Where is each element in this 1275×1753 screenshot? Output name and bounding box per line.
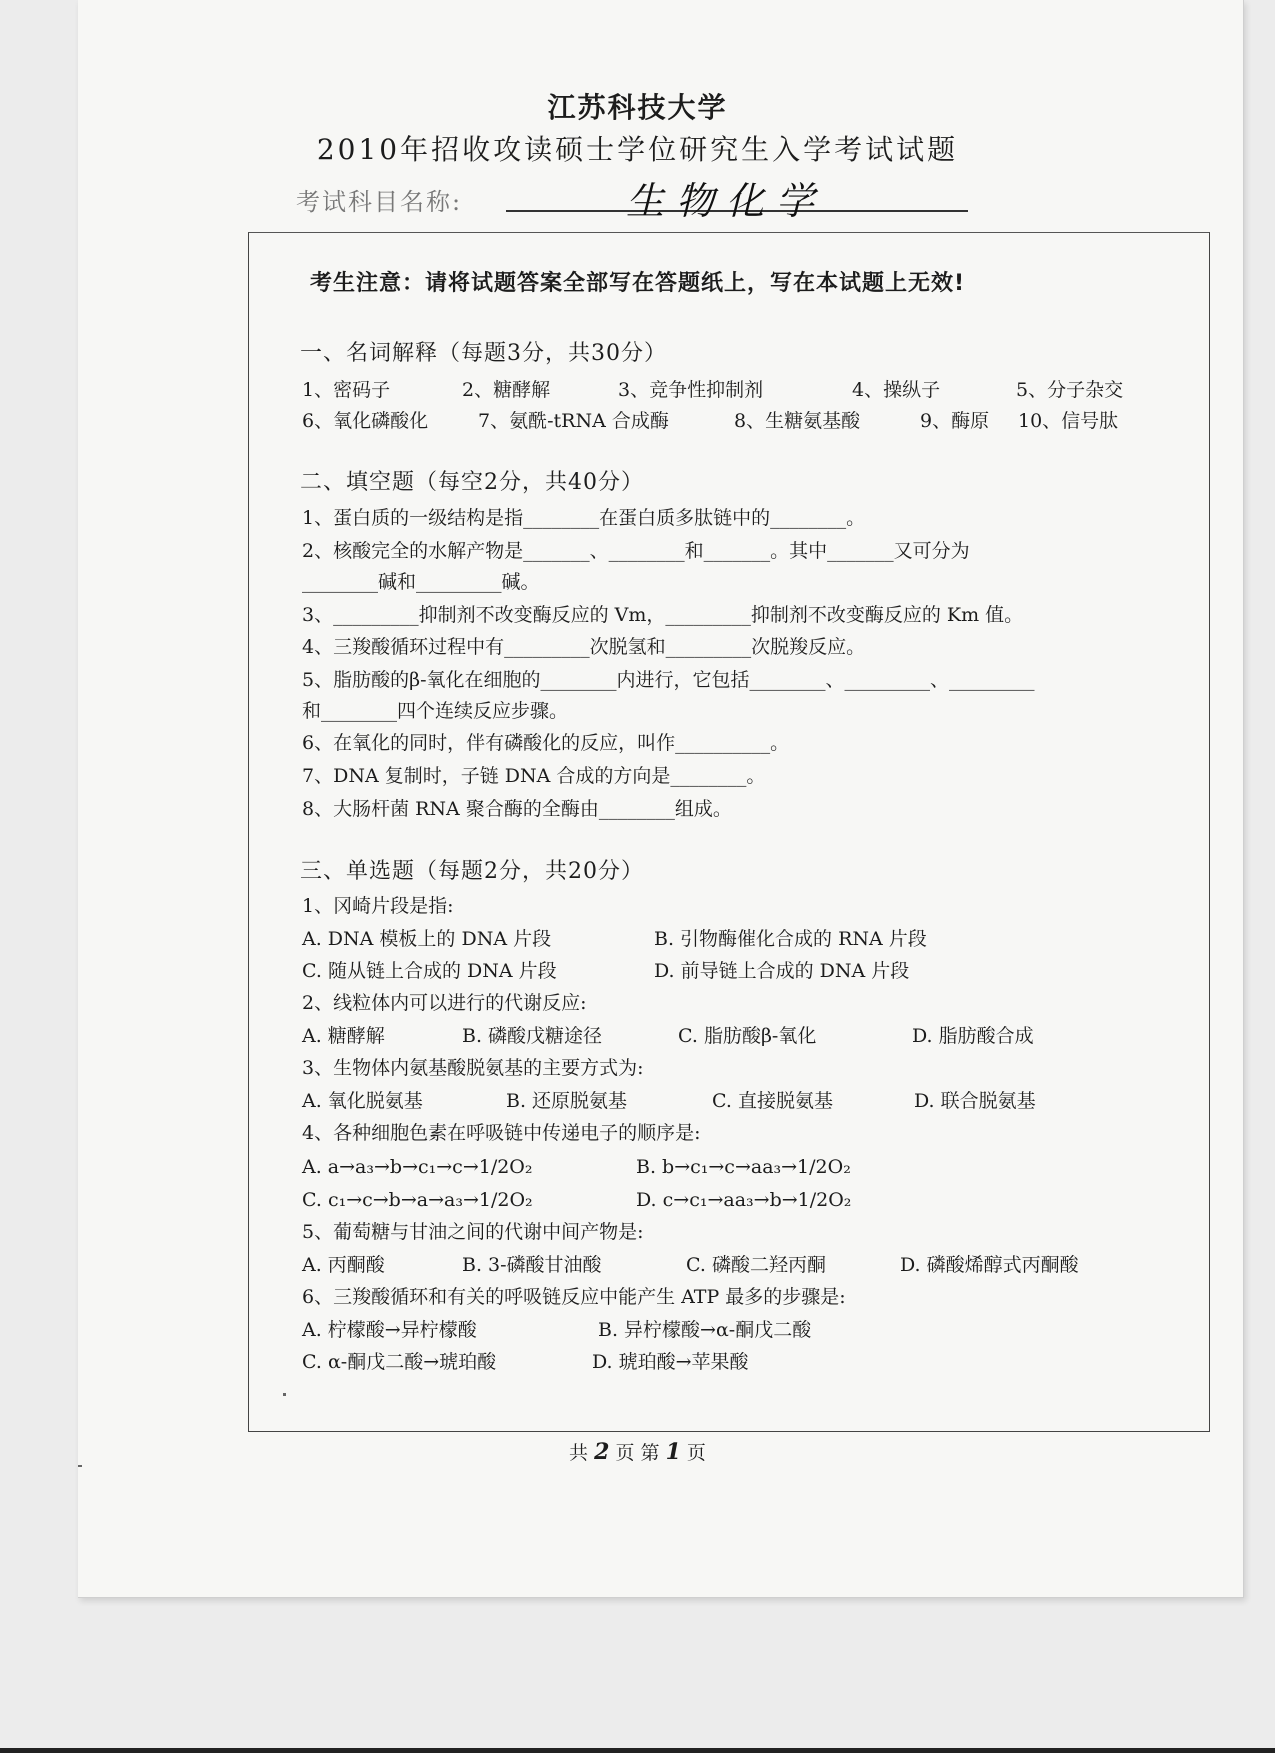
mcq-question: 1、冈崎片段是指:	[302, 895, 454, 917]
university-name: 江苏科技大学	[547, 91, 728, 124]
subject-value-handwritten: 生物化学	[626, 179, 827, 223]
footer-middle: 页 第	[615, 1442, 660, 1464]
mcq-option: B. 异柠檬酸→α-酮戊二酸	[598, 1319, 812, 1341]
candidate-notice: 考生注意：请将试题答案全部写在答题纸上，写在本试题上无效!	[309, 271, 966, 296]
fill-blank-line: 2、核酸完全的水解产物是_______、________和_______。其中_______又可分为	[302, 540, 970, 562]
scan-edge	[0, 1748, 1275, 1753]
mcq-question: 4、各种细胞色素在呼吸链中传递电子的顺序是:	[302, 1122, 701, 1144]
term-item: 2、糖酵解	[462, 379, 551, 401]
mcq-question: 5、葡萄糖与甘油之间的代谢中间产物是:	[302, 1221, 644, 1243]
fill-blank-line: 3、_________抑制剂不改变酶反应的 Vm，_________抑制剂不改变酶反应的 Km 值。	[302, 604, 1024, 626]
mcq-option: A. 糖酵解	[302, 1025, 385, 1047]
mcq-option: A. a→a₃→b→c₁→c→1/2O₂	[302, 1156, 533, 1178]
mcq-option: C. c₁→c→b→a→a₃→1/2O₂	[302, 1189, 533, 1211]
footer-total-prefix: 共	[569, 1442, 589, 1464]
page-footer	[0, 1438, 1275, 1465]
section3-heading: 三、单选题（每题2分，共20分）	[300, 859, 644, 884]
mcq-option: D. 琥珀酸→苹果酸	[592, 1351, 749, 1373]
mcq-option: C. 随从链上合成的 DNA 片段	[302, 960, 557, 982]
mcq-option: A. 氧化脱氨基	[302, 1090, 423, 1112]
section1-heading: 一、名词解释（每题3分，共30分）	[300, 341, 667, 366]
term-item: 6、氧化磷酸化	[302, 410, 429, 432]
fill-blank-line: 5、脂肪酸的β-氧化在细胞的________内进行，它包括________、_________、_________	[302, 669, 1035, 691]
term-item: 8、生糖氨基酸	[734, 410, 861, 432]
term-item: 9、酶原	[920, 410, 990, 432]
mcq-option: A. 柠檬酸→异柠檬酸	[302, 1319, 477, 1341]
mcq-option: C. 直接脱氨基	[712, 1090, 833, 1112]
section2-heading: 二、填空题（每空2分，共40分）	[300, 470, 644, 495]
mcq-option: B. 引物酶催化合成的 RNA 片段	[654, 928, 927, 950]
mcq-option: D. 磷酸烯醇式丙酮酸	[900, 1254, 1079, 1276]
fill-blank-line: 4、三羧酸循环过程中有_________次脱氢和_________次脱羧反应。	[302, 636, 866, 658]
mcq-question: 3、生物体内氨基酸脱氨基的主要方式为:	[302, 1057, 644, 1079]
term-item: 5、分子杂交	[1016, 379, 1124, 401]
mcq-option: B. 还原脱氨基	[506, 1090, 628, 1112]
mcq-question: 2、线粒体内可以进行的代谢反应:	[302, 992, 587, 1014]
mcq-option: C. α-酮戊二酸→琥珀酸	[302, 1351, 497, 1373]
subject-row	[296, 176, 968, 223]
term-item: 10、信号肽	[1018, 410, 1119, 432]
scan-speck	[78, 1465, 82, 1467]
scan-speck	[283, 1393, 286, 1396]
mcq-option: B. 3-磷酸甘油酸	[462, 1254, 602, 1276]
term-item: 1、密码子	[302, 379, 391, 401]
fill-blank-line: 6、在氧化的同时，伴有磷酸化的反应，叫作__________。	[302, 732, 790, 754]
footer-total-pages: 2	[594, 1439, 610, 1465]
term-item: 3、竞争性抑制剂	[618, 379, 764, 401]
mcq-option: D. 联合脱氨基	[914, 1090, 1036, 1112]
mcq-option: C. 磷酸二羟丙酮	[686, 1254, 826, 1276]
mcq-question: 6、三羧酸循环和有关的呼吸链反应中能产生 ATP 最多的步骤是:	[302, 1286, 846, 1308]
mcq-option: B. 磷酸戊糖途径	[462, 1025, 603, 1047]
fill-blank-line: ________碱和_________碱。	[302, 571, 540, 593]
mcq-option: D. 前导链上合成的 DNA 片段	[654, 960, 910, 982]
mcq-option: C. 脂肪酸β-氧化	[678, 1025, 817, 1047]
term-item: 4、操纵子	[852, 379, 941, 401]
term-item: 7、氨酰-tRNA 合成酶	[478, 410, 669, 432]
mcq-option: B. b→c₁→c→aa₃→1/2O₂	[636, 1156, 851, 1178]
mcq-option: D. 脂肪酸合成	[912, 1025, 1034, 1047]
fill-blank-line: 8、大肠杆菌 RNA 聚合酶的全酶由________组成。	[302, 798, 732, 820]
footer-suffix: 页	[686, 1442, 706, 1464]
exam-title: 2010年招收攻读硕士学位研究生入学考试试题	[316, 133, 959, 166]
mcq-option: A. 丙酮酸	[302, 1254, 385, 1276]
fill-blank-line: 和________四个连续反应步骤。	[302, 700, 569, 722]
mcq-option: A. DNA 模板上的 DNA 片段	[302, 928, 552, 950]
fill-blank-line: 7、DNA 复制时，子链 DNA 合成的方向是________。	[302, 765, 766, 787]
mcq-option: D. c→c₁→aa₃→b→1/2O₂	[636, 1189, 852, 1211]
fill-blank-line: 1、蛋白质的一级结构是指________在蛋白质多肽链中的________。	[302, 507, 866, 529]
footer-page-number: 1	[665, 1439, 681, 1465]
subject-label: 考试科目名称:	[296, 188, 463, 216]
